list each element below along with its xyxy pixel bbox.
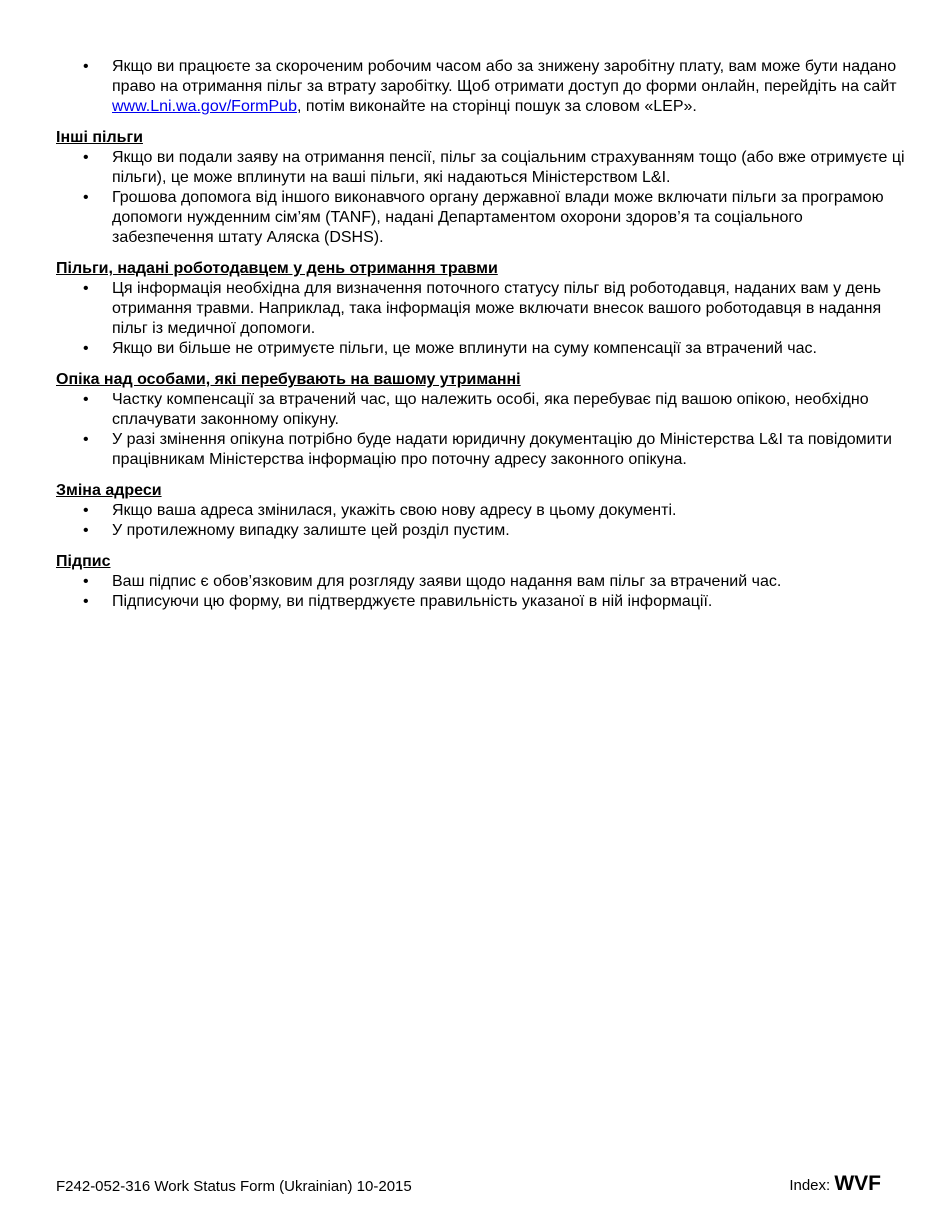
bullet-icon: • xyxy=(83,502,89,519)
list-item-text: У протилежному випадку залиште цей розділ пустим. xyxy=(112,522,510,539)
list-item xyxy=(56,521,906,541)
intro-list xyxy=(56,57,906,117)
list-item-text: Ця інформація необхідна для визначення поточного статусу пільг від роботодавця, наданих вам у день отримання травми. Наприклад, така інформація може включати внесок вашого роботодавця в надання пільг із медичної допомоги. xyxy=(112,280,882,337)
list-item-text: Грошова допомога від іншого виконавчого органу державної влади може включати пільги за програмою допомоги нужденним сім’ям (TANF), надані Департаментом охорони здоров’я та соціального забезпечення штату Аляска (DSHS). xyxy=(112,189,884,246)
bullet-icon: • xyxy=(83,573,89,590)
list-item-text: Якщо ви подали заяву на отримання пенсії, пільг за соціальним страхуванням тощо (або вже отримуєте ці пільги), це може вплинути на ваші пільги, які надаються Міністерством L&I. xyxy=(112,149,905,186)
list-item xyxy=(56,430,906,470)
footer-index-label: Index: xyxy=(789,1177,835,1194)
address-change-list xyxy=(56,501,906,541)
bullet-icon: • xyxy=(83,340,89,357)
section-heading-address-change: Зміна адреси xyxy=(56,482,162,499)
list-item-text: Якщо ви більше не отримуєте пільги, це може вплинути на суму компенсації за втрачений час. xyxy=(112,340,817,357)
bullet-icon: • xyxy=(83,522,89,539)
list-item-text: Якщо ваша адреса змінилася, укажіть свою нову адресу в цьому документі. xyxy=(112,502,677,519)
section-heading-signature: Підпис xyxy=(56,553,111,570)
other-benefits-list xyxy=(56,148,906,248)
bullet-icon: • xyxy=(83,391,89,408)
list-item xyxy=(56,148,906,188)
list-item xyxy=(56,501,906,521)
list-item xyxy=(56,592,906,612)
intro-text-after: , потім виконайте на сторінці пошук за словом «LEP». xyxy=(296,98,697,115)
employer-benefits-list xyxy=(56,279,906,359)
bullet-icon: • xyxy=(83,58,89,75)
bullet-icon: • xyxy=(83,189,89,206)
list-item-text: Підписуючи цю форму, ви підтверджуєте правильність указаної в ній інформації. xyxy=(112,593,713,610)
list-item-text: Ваш підпис є обов’язковим для розгляду заяви щодо надання вам пільг за втрачений час. xyxy=(112,573,782,590)
list-item xyxy=(56,572,906,592)
list-item-text: У разі змінення опікуна потрібно буде надати юридичну документацію до Міністерства L&I та повідомити працівникам Міністерства інформацію про поточну адресу законного опікуна. xyxy=(112,431,892,468)
section-heading-other-benefits: Інші пільги xyxy=(56,129,143,146)
bullet-icon: • xyxy=(83,280,89,297)
formpub-link[interactable]: www.Lni.wa.gov/FormPub xyxy=(112,98,297,115)
list-item xyxy=(56,188,906,248)
bullet-icon: • xyxy=(83,593,89,610)
bullet-icon: • xyxy=(83,431,89,448)
list-item-text: Частку компенсації за втрачений час, що належить особі, яка перебуває під вашою опікою, необхідно сплачувати законному опікуну. xyxy=(112,391,869,428)
list-item xyxy=(56,279,906,339)
list-item xyxy=(56,390,906,430)
footer-index-code: WVF xyxy=(834,1172,881,1195)
signature-list xyxy=(56,572,906,612)
footer-form-id: F242-052-316 Work Status Form (Ukrainian) 10-2015 xyxy=(56,1178,412,1195)
document-body xyxy=(56,57,906,612)
section-heading-employer-benefits: Пільги, надані роботодавцем у день отримання травми xyxy=(56,260,498,277)
dependents-list xyxy=(56,390,906,470)
list-item xyxy=(56,57,906,117)
bullet-icon: • xyxy=(83,149,89,166)
list-item xyxy=(56,339,906,359)
section-heading-dependents: Опіка над особами, які перебувають на вашому утриманні xyxy=(56,371,521,388)
footer-index xyxy=(789,1171,881,1199)
intro-text-before: Якщо ви працюєте за скороченим робочим часом або за знижену заробітну плату, вам може бути надано право на отримання пільг за втрату заробітку. Щоб отримати доступ до форми онлайн, перейдіть на сайт xyxy=(112,58,897,95)
